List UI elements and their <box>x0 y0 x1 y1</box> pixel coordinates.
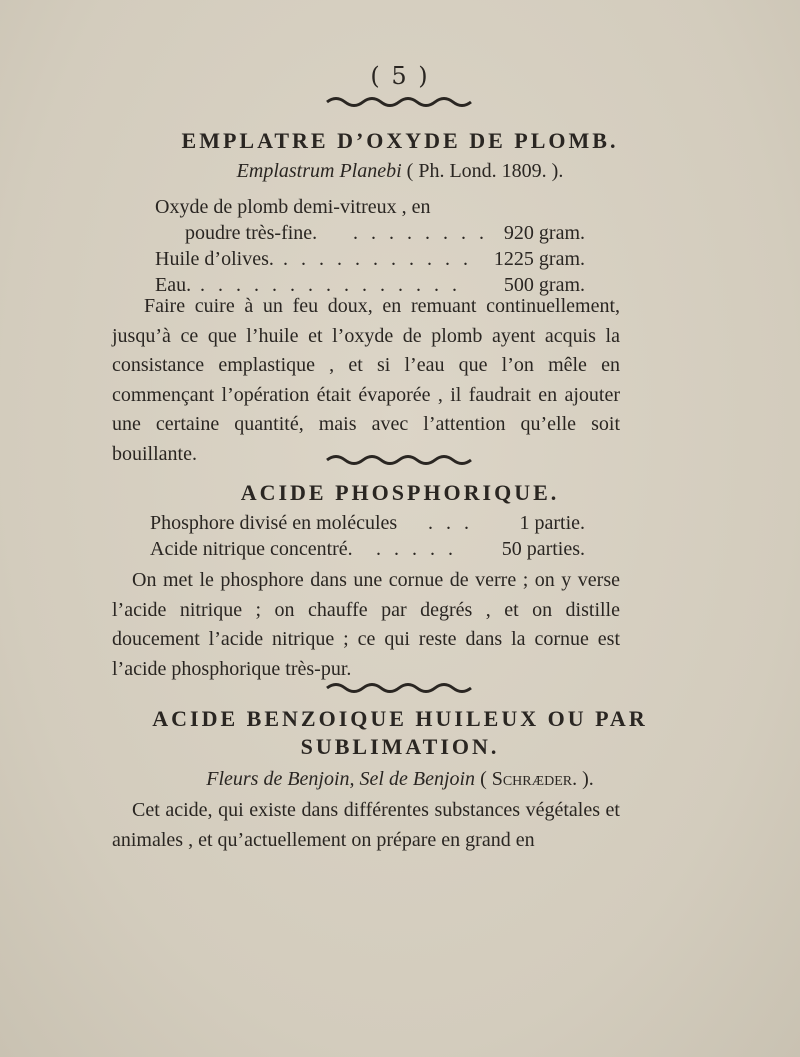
ingredient-name: Huile d’olives. <box>155 248 274 270</box>
section-title-acide-phosphorique: ACIDE PHOSPHORIQUE. <box>240 480 560 505</box>
ornament-divider <box>0 682 800 694</box>
ingredient-quantity: 500 gram. <box>503 274 585 296</box>
section-title-acide-benzoique: ACIDE BENZOIQUE HUILEUX OU PAR <box>152 706 648 731</box>
ingredient-quantity: 1225 gram. <box>493 248 585 270</box>
section-title-acide-benzoique-cont: SUBLIMATION. <box>300 734 500 759</box>
latin-name: Emplastrum Planebi <box>236 160 402 182</box>
ornament-divider <box>0 454 800 466</box>
leader-dots: . . . . . . . . <box>353 222 488 244</box>
ingredient-name: poudre très-fine. <box>185 222 318 244</box>
paragraph-acide-benzoique <box>112 796 620 855</box>
ingredient-line: Oxyde de plomb demi-vitreux , en <box>155 196 431 218</box>
paragraph-text: On met le phosphore dans une cornue de verre ; on y verse l’acide nitrique ; on chauffe par degrés , et on distille doucement l’acide nitrique ; ce qui reste dans la cornue est l’acide phosphorique très-pur. <box>112 569 620 680</box>
common-names: Fleurs de Benjoin, Sel de Benjoin <box>206 768 476 790</box>
section-subtitle-benzoique <box>0 768 800 791</box>
leader-dots: . . . . . . . . . . . <box>283 248 472 270</box>
ingredient-quantity: 50 parties. <box>501 538 585 560</box>
paragraph-acide-phosphorique <box>112 566 620 684</box>
leader-dots: . . . <box>428 512 473 534</box>
ingredient-name: Acide nitrique concentré. <box>150 538 353 560</box>
pharmacopoeia-reference: ( Ph. Lond. 1809. ). <box>406 160 564 182</box>
paragraph-text: Cet acide, qui existe dans différentes substances végétales et animales , et qu’actuellement on prépare en grand en <box>112 799 620 851</box>
section-title-emplatre: EMPLATRE D’OXYDE DE PLOMB. <box>181 128 619 153</box>
paragraph-emplatre <box>112 292 620 470</box>
ingredient-quantity: 1 partie. <box>519 512 585 534</box>
ornament-divider <box>0 96 800 108</box>
paragraph-text: Faire cuire à un feu doux, en remuant continuellement, jusqu’à ce que l’huile et l’oxyde de plomb ayent acquis la consistance emplastique , et si l’eau que l’on mêle en commençant l’opération était évaporée , il faudrait en ajouter une certaine quantité, mais avec l’attention qu’elle soit bouillante. <box>112 295 620 465</box>
page-number: ( 5 ) <box>370 62 430 90</box>
ingredient-name: Eau. <box>155 274 192 296</box>
author-reference: ( Schræder. ). <box>480 768 594 790</box>
section-subtitle-emplatre <box>0 160 800 183</box>
leader-dots: . . . . . <box>376 538 457 560</box>
ingredient-quantity: 920 gram. <box>503 222 585 244</box>
ingredient-name: Phosphore divisé en molécules <box>150 512 398 534</box>
leader-dots: . . . . . . . . . . . . . . . <box>200 274 461 296</box>
